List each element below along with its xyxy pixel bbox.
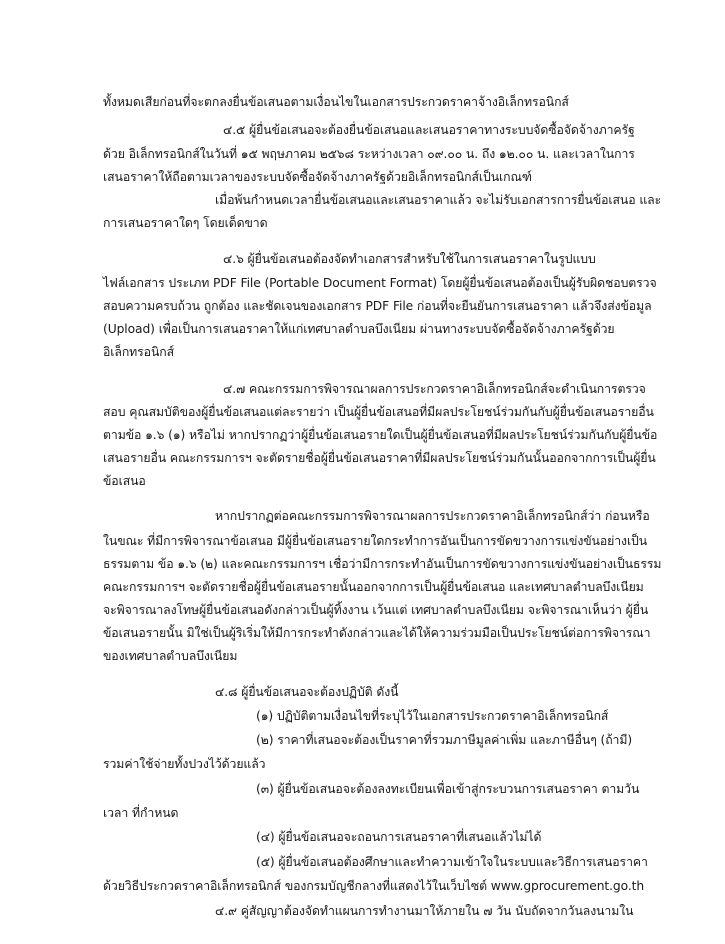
text-line: เสนอรายอื่น คณะกรรมการฯ จะตัดรายชื่อผู้ยื่นข้อเสนอราคาที่มีผลประโยชน์ร่วมกันนั้นออกจากการเป็นผู้ยื่น — [103, 451, 656, 465]
text-line: สอบความครบถ้วน ถูกต้อง และชัดเจนของเอกสาร PDF File ก่อนที่จะยืนยันการเสนอราคา แล้วจึงส่งข้อมูล — [103, 299, 652, 313]
text-line: รวมค่าใช้จ่ายทั้งปวงไว้ด้วยแล้ว — [103, 757, 266, 771]
list-item: (๓) ผู้ยื่นข้อเสนอจะต้องลงทะเบียนเพื่อเข้าสู่กระบวนการเสนอราคา ตามวัน — [256, 782, 640, 796]
text-line: อิเล็กทรอนิกส์ — [103, 345, 175, 359]
text-line: การเสนอราคาใดๆ โดยเด็ดขาด — [103, 216, 268, 230]
section-4-8-heading: ๔.๘ ผู้ยื่นข้อเสนอจะต้องปฏิบัติ ดังนี้ — [215, 685, 399, 699]
text-line: คณะกรรมการฯ จะตัดรายชื่อผู้ยื่นข้อเสนอรายนั้นออกจากการเป็นผู้ยื่นข้อเสนอ และเทศบาลตำบลบึงเนียม — [103, 580, 644, 594]
text-line: ในขณะ ที่มีการพิจารณาข้อเสนอ มีผู้ยื่นข้อเสนอรายใดกระทำการอันเป็นการขัดขวางการแข่งขันอย่างเป็น — [103, 534, 648, 548]
text-line: ข้อเสนอ — [103, 474, 146, 488]
text-line: ธรรมตาม ข้อ ๑.๖ (๒) และคณะกรรมการฯ เชื่อว่ามีการกระทำอันเป็นการขัดขวางการแข่งขันอย่างเป็นธรรม — [103, 557, 662, 571]
text-line: เวลา ที่กำหนด — [103, 806, 179, 820]
text-line: ทั้งหมดเสียก่อนที่จะตกลงยื่นข้อเสนอตามเงื่อนไขในเอกสารประกวดราคาจ้างอิเล็กทรอนิกส์ — [103, 95, 569, 109]
text-line: ด้วยวิธีประกวดราคาอิเล็กทรอนิกส์ ของกรมบัญชีกลางที่แสดงไว้ในเว็บไซต์ www.gprocurement.go.th — [103, 879, 645, 893]
text-line: เมื่อพ้นกำหนดเวลายื่นข้อเสนอและเสนอราคาแล้ว จะไม่รับเอกสารการยื่นข้อเสนอ และ — [215, 193, 662, 207]
text-line: เสนอราคาให้ถือตามเวลาของระบบจัดซื้อจัดจ้างภาครัฐด้วยอิเล็กทรอนิกส์เป็นเกณฑ์ — [103, 170, 532, 184]
section-4-7-heading: ๔.๗ คณะกรรมการพิจารณาผลการประกวดราคาอิเล็กทรอนิกส์จะดำเนินการตรวจ — [223, 382, 646, 396]
section-4-9-heading: ๔.๙ คู่สัญญาต้องจัดทำแผนการทำงานมาให้ภายใน ๗ วัน นับถัดจากวันลงนามใน — [215, 904, 634, 918]
list-item: (๒) ราคาที่เสนอจะต้องเป็นราคาที่รวมภาษีมูลค่าเพิ่ม และภาษีอื่นๆ (ถ้ามี) — [256, 733, 633, 747]
text-line: ข้อเสนอรายนั้น มิใช่เป็นผู้ริเริ่มให้มีการกระทำดังกล่าวและได้ให้ความร่วมมือเป็นประโยชน์ต่อการพิจารณา — [103, 626, 651, 640]
text-line: สอบ คุณสมบัติของผู้ยื่นข้อเสนอแต่ละรายว่า เป็นผู้ยื่นข้อเสนอที่มีผลประโยชน์ร่วมกันกับผู้ยื่นข้อเสนอรายอื่น — [103, 405, 654, 419]
list-item: (๔) ผู้ยื่นข้อเสนอจะถอนการเสนอราคาที่เสนอแล้วไม่ได้ — [256, 830, 542, 844]
text-line: ไฟล์เอกสาร ประเภท PDF File (Portable Document Format) โดยผู้ยื่นข้อเสนอต้องเป็นผู้รับผิดชอบตรวจ — [103, 276, 657, 290]
text-line: ด้วย อิเล็กทรอนิกส์ในวันที่ ๑๕ พฤษภาคม ๒๕๖๘ ระหว่างเวลา ๐๙.๐๐ น. ถึง ๑๒.๐๐ น. และเวลาในการ — [103, 147, 635, 161]
list-item: (๑) ปฏิบัติตามเงื่อนไขที่ระบุไว้ในเอกสารประกวดราคาอิเล็กทรอนิกส์ — [256, 709, 609, 723]
text-line: (Upload) เพื่อเป็นการเสนอราคาให้แก่เทศบาลตำบลบึงเนียม ผ่านทางระบบจัดซื้อจัดจ้างภาครัฐด้วย — [103, 322, 615, 336]
text-line: หากปรากฏต่อคณะกรรมการพิจารณาผลการประกวดราคาอิเล็กทรอนิกส์ว่า ก่อนหรือ — [215, 509, 650, 523]
text-line: ตามข้อ ๑.๖ (๑) หรือไม่ หากปรากฏว่าผู้ยื่นข้อเสนอรายใดเป็นผู้ยื่นข้อเสนอที่มีผลประโยชน์ร่วมกันกับผู้ยื่นข้อ — [103, 428, 658, 442]
text-line: ของเทศบาลตำบลบึงเนียม — [103, 649, 238, 663]
text-line: จะพิจารณาลงโทษผู้ยื่นข้อเสนอดังกล่าวเป็นผู้ทิ้งงาน เว้นแต่ เทศบาลตำบลบึงเนียม จะพิจารณาเห็นว่า ผู้ยื่น — [103, 603, 649, 617]
section-4-6-heading: ๔.๖ ผู้ยื่นข้อเสนอต้องจัดทำเอกสารสำหรับใช้ในการเสนอราคาในรูปแบบ — [223, 252, 596, 266]
list-item: (๕) ผู้ยื่นข้อเสนอต้องศึกษาและทำความเข้าใจในระบบและวิธีการเสนอราคา — [256, 855, 648, 869]
section-4-5-heading: ๔.๕ ผู้ยื่นข้อเสนอจะต้องยื่นข้อเสนอและเสนอราคาทางระบบจัดซื้อจัดจ้างภาครัฐ — [223, 123, 635, 137]
